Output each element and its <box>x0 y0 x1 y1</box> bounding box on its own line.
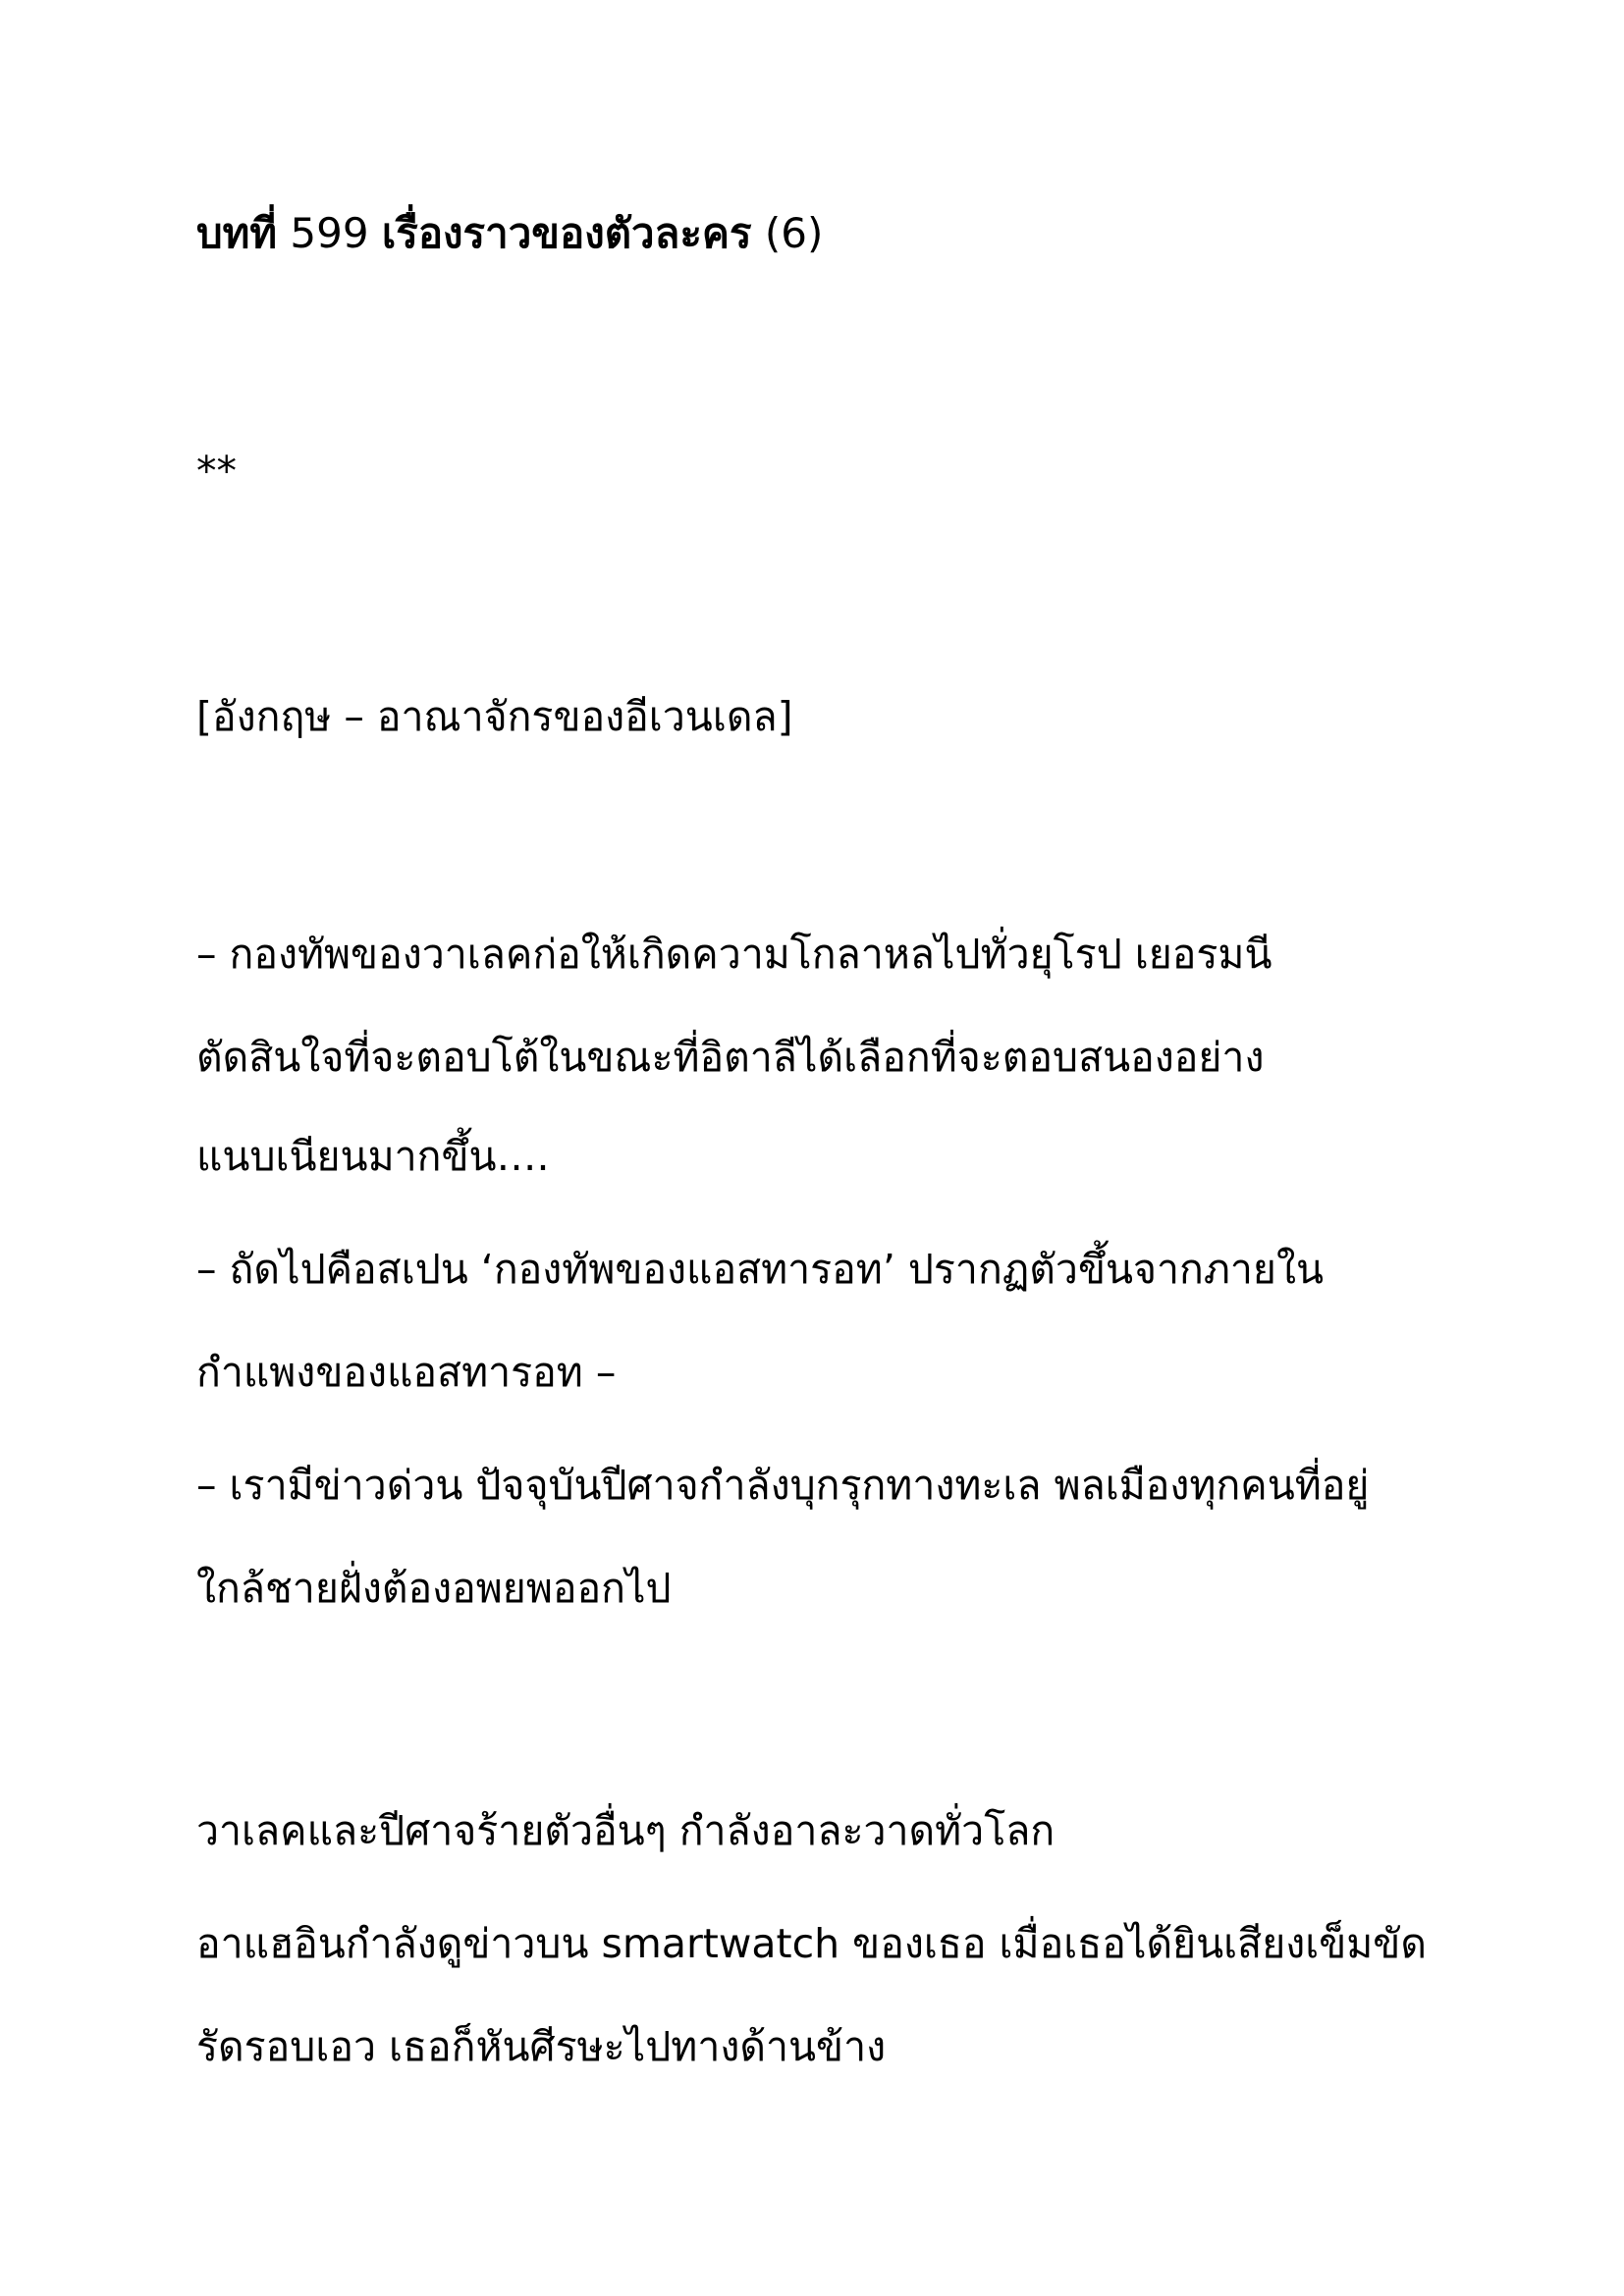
paragraph-line: – เรามีข่าวด่วน ปัจจุบันปีศาจกำลังบุกรุกทางทะเล พลเมืองทุกคนที่อยู่ <box>196 1462 1370 1509</box>
chapter-title-label: บทที่ <box>196 209 278 257</box>
section-separator: ** <box>196 448 237 495</box>
chapter-title-name: เรื่องราวของตัวละคร <box>381 209 752 257</box>
paragraph-line: ตัดสินใจที่จะตอบโต้ในขณะที่อิตาลีได้เลือกที่จะตอบสนองอย่าง <box>196 1034 1265 1081</box>
chapter-number: 599 <box>277 209 382 257</box>
paragraph-line: อาแฮอินกำลังดูข่าวบน smartwatch ของเธอ เมื่อเธอได้ยินเสียงเข็มขัด <box>196 1920 1427 1967</box>
paragraph-line: รัดรอบเอว เธอก็หันศีรษะไปทางด้านข้าง <box>196 2023 887 2070</box>
paragraph-line: วาเลคและปีศาจร้ายตัวอื่นๆ กำลังอาละวาดทั่วโลก <box>196 1807 1056 1854</box>
paragraph-line: แนบเนียนมากขึ้น…. <box>196 1133 550 1180</box>
paragraph-line: ใกล้ชายฝั่งต้องอพยพออกไป <box>196 1565 672 1612</box>
paragraph-line: – กองทัพของวาเลคก่อให้เกิดความโกลาหลไปทั่วยุโรป เยอรมนี <box>196 931 1272 978</box>
chapter-title-suffix: (6) <box>751 209 824 257</box>
paragraph-line: กำแพงของแอสทารอท – <box>196 1349 617 1396</box>
chapter-title <box>196 204 823 263</box>
paragraph-line: – ถัดไปคือสเปน ‘กองทัพของแอสทารอท’ ปรากฏตัวขึ้นจากภายใน <box>196 1246 1324 1293</box>
location-heading: [อังกฤษ – อาณาจักรของอีเวนเดล] <box>196 693 793 740</box>
